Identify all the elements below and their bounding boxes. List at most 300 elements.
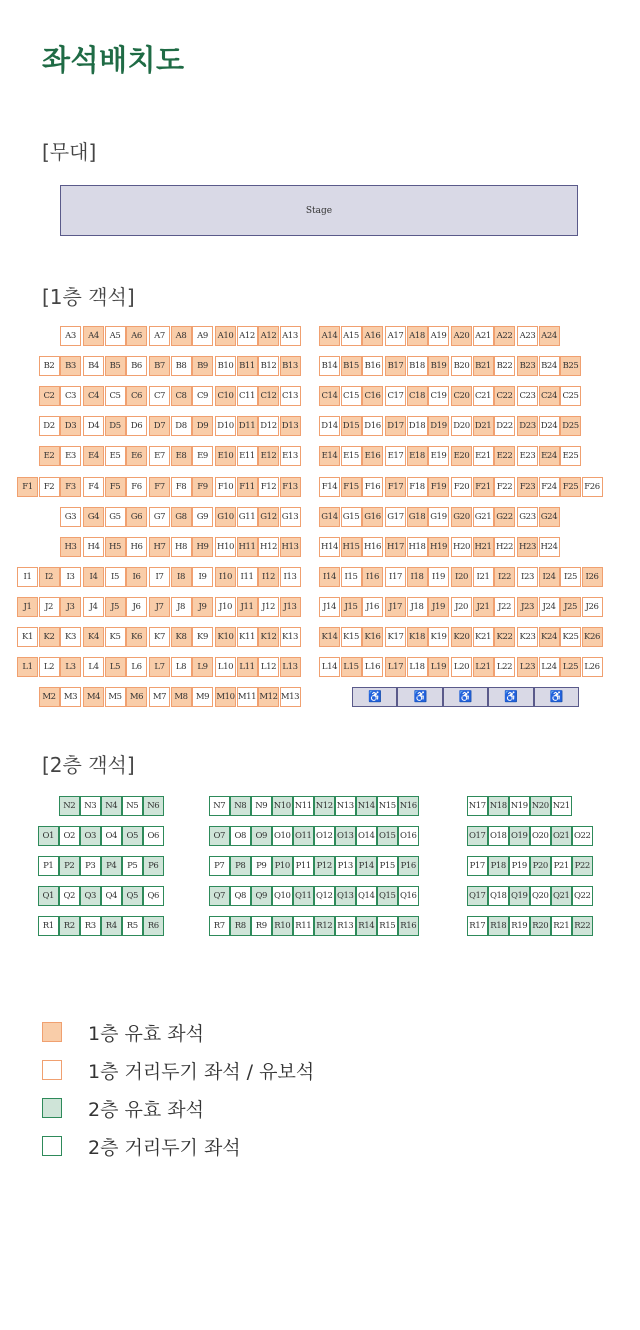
seat[interactable]: R5 <box>122 916 143 936</box>
seat[interactable]: J3 <box>60 597 81 617</box>
seat[interactable]: N2 <box>59 796 80 816</box>
seat[interactable]: L17 <box>385 657 406 677</box>
seat[interactable]: E6 <box>126 446 147 466</box>
seat[interactable]: A9 <box>192 326 213 346</box>
seat[interactable]: N19 <box>509 796 530 816</box>
seat[interactable]: L1 <box>17 657 38 677</box>
seat[interactable]: O2 <box>59 826 80 846</box>
seat[interactable]: F18 <box>407 477 428 497</box>
seat[interactable]: D17 <box>385 416 406 436</box>
seat[interactable]: K22 <box>494 627 515 647</box>
seat[interactable]: P12 <box>314 856 335 876</box>
seat[interactable]: G11 <box>237 507 258 527</box>
seat[interactable]: P5 <box>122 856 143 876</box>
seat[interactable]: H23 <box>517 537 538 557</box>
seat[interactable]: G18 <box>407 507 428 527</box>
seat[interactable]: B24 <box>539 356 560 376</box>
seat[interactable]: H22 <box>494 537 515 557</box>
seat[interactable]: A24 <box>539 326 560 346</box>
seat[interactable]: I10 <box>215 567 236 587</box>
seat[interactable]: I18 <box>407 567 428 587</box>
seat[interactable]: L2 <box>39 657 60 677</box>
seat[interactable]: D12 <box>258 416 279 436</box>
seat[interactable]: G17 <box>385 507 406 527</box>
seat[interactable]: F26 <box>582 477 603 497</box>
seat[interactable]: N21 <box>551 796 572 816</box>
seat[interactable]: B7 <box>149 356 170 376</box>
seat[interactable]: N15 <box>377 796 398 816</box>
seat[interactable]: D19 <box>428 416 449 436</box>
seat[interactable]: C17 <box>385 386 406 406</box>
seat[interactable]: L15 <box>341 657 362 677</box>
seat[interactable]: G21 <box>473 507 494 527</box>
seat[interactable]: E15 <box>341 446 362 466</box>
seat[interactable]: R20 <box>530 916 551 936</box>
seat[interactable]: J17 <box>385 597 406 617</box>
seat[interactable]: J26 <box>582 597 603 617</box>
seat[interactable]: K1 <box>17 627 38 647</box>
seat[interactable]: E4 <box>83 446 104 466</box>
seat[interactable]: Q20 <box>530 886 551 906</box>
seat[interactable]: B17 <box>385 356 406 376</box>
seat[interactable]: P20 <box>530 856 551 876</box>
seat[interactable]: G8 <box>171 507 192 527</box>
seat[interactable]: R18 <box>488 916 509 936</box>
seat[interactable]: J15 <box>341 597 362 617</box>
seat[interactable]: I21 <box>473 567 494 587</box>
seat[interactable]: R19 <box>509 916 530 936</box>
seat[interactable]: A23 <box>517 326 538 346</box>
seat[interactable]: R12 <box>314 916 335 936</box>
seat[interactable]: Q18 <box>488 886 509 906</box>
seat[interactable]: J9 <box>192 597 213 617</box>
seat[interactable]: E5 <box>105 446 126 466</box>
seat[interactable]: K23 <box>517 627 538 647</box>
seat[interactable]: K25 <box>560 627 581 647</box>
seat[interactable]: A13 <box>280 326 301 346</box>
seat[interactable]: M3 <box>60 687 81 707</box>
seat[interactable]: F22 <box>494 477 515 497</box>
seat[interactable]: H16 <box>362 537 383 557</box>
seat[interactable]: K8 <box>171 627 192 647</box>
seat[interactable]: A15 <box>341 326 362 346</box>
seat[interactable]: H11 <box>237 537 258 557</box>
seat[interactable]: F19 <box>428 477 449 497</box>
seat[interactable]: Q15 <box>377 886 398 906</box>
seat[interactable]: G24 <box>539 507 560 527</box>
seat[interactable]: E8 <box>171 446 192 466</box>
seat[interactable]: L16 <box>362 657 383 677</box>
seat[interactable]: H15 <box>341 537 362 557</box>
seat[interactable]: K9 <box>192 627 213 647</box>
seat[interactable]: M4 <box>83 687 104 707</box>
seat[interactable]: B9 <box>192 356 213 376</box>
seat[interactable]: I15 <box>341 567 362 587</box>
seat[interactable]: J24 <box>539 597 560 617</box>
seat[interactable]: B22 <box>494 356 515 376</box>
seat[interactable]: A12 <box>237 326 258 346</box>
seat[interactable]: F17 <box>385 477 406 497</box>
seat[interactable]: R8 <box>230 916 251 936</box>
seat[interactable]: B20 <box>451 356 472 376</box>
seat[interactable]: A7 <box>149 326 170 346</box>
seat[interactable]: R13 <box>335 916 356 936</box>
seat[interactable]: R2 <box>59 916 80 936</box>
seat[interactable]: J11 <box>237 597 258 617</box>
seat[interactable]: K5 <box>105 627 126 647</box>
seat[interactable]: O21 <box>551 826 572 846</box>
seat[interactable]: M13 <box>280 687 301 707</box>
seat[interactable]: E16 <box>362 446 383 466</box>
seat[interactable]: D22 <box>494 416 515 436</box>
seat[interactable]: A17 <box>385 326 406 346</box>
seat[interactable]: C4 <box>83 386 104 406</box>
seat[interactable]: F23 <box>517 477 538 497</box>
seat[interactable]: E22 <box>494 446 515 466</box>
seat[interactable]: D2 <box>39 416 60 436</box>
seat[interactable]: Q12 <box>314 886 335 906</box>
seat[interactable]: G23 <box>517 507 538 527</box>
seat[interactable]: B8 <box>171 356 192 376</box>
seat[interactable]: E19 <box>428 446 449 466</box>
seat[interactable]: D18 <box>407 416 428 436</box>
seat[interactable]: H21 <box>473 537 494 557</box>
seat[interactable]: J8 <box>171 597 192 617</box>
seat[interactable]: F8 <box>171 477 192 497</box>
seat[interactable]: O7 <box>209 826 230 846</box>
seat[interactable]: R9 <box>251 916 272 936</box>
seat[interactable]: K11 <box>237 627 258 647</box>
seat[interactable]: I4 <box>83 567 104 587</box>
seat[interactable]: I25 <box>560 567 581 587</box>
seat[interactable]: N11 <box>293 796 314 816</box>
seat[interactable]: M6 <box>126 687 147 707</box>
seat[interactable]: E7 <box>149 446 170 466</box>
wheelchair-icon[interactable]: ♿ <box>397 687 442 707</box>
seat[interactable]: A8 <box>171 326 192 346</box>
seat[interactable]: K7 <box>149 627 170 647</box>
seat[interactable]: G13 <box>280 507 301 527</box>
seat[interactable]: N5 <box>122 796 143 816</box>
seat[interactable]: A14 <box>319 326 340 346</box>
seat[interactable]: C23 <box>517 386 538 406</box>
seat[interactable]: F6 <box>126 477 147 497</box>
seat[interactable]: F24 <box>539 477 560 497</box>
seat[interactable]: J10 <box>215 597 236 617</box>
seat[interactable]: O4 <box>101 826 122 846</box>
seat[interactable]: E9 <box>192 446 213 466</box>
seat[interactable]: I13 <box>280 567 301 587</box>
seat[interactable]: C10 <box>215 386 236 406</box>
seat[interactable]: L19 <box>428 657 449 677</box>
seat[interactable]: N17 <box>467 796 488 816</box>
seat[interactable]: D8 <box>171 416 192 436</box>
seat[interactable]: E23 <box>517 446 538 466</box>
seat[interactable]: F15 <box>341 477 362 497</box>
seat[interactable]: P9 <box>251 856 272 876</box>
seat[interactable]: O11 <box>293 826 314 846</box>
seat[interactable]: N13 <box>335 796 356 816</box>
seat[interactable]: F3 <box>60 477 81 497</box>
seat[interactable]: J23 <box>517 597 538 617</box>
seat[interactable]: I5 <box>105 567 126 587</box>
seat[interactable]: Q13 <box>335 886 356 906</box>
seat[interactable]: H5 <box>105 537 126 557</box>
seat[interactable]: N18 <box>488 796 509 816</box>
seat[interactable]: J14 <box>319 597 340 617</box>
seat[interactable]: K4 <box>83 627 104 647</box>
seat[interactable]: J18 <box>407 597 428 617</box>
seat[interactable]: C3 <box>60 386 81 406</box>
seat[interactable]: P22 <box>572 856 593 876</box>
seat[interactable]: K26 <box>582 627 603 647</box>
seat[interactable]: L13 <box>280 657 301 677</box>
seat[interactable]: D20 <box>451 416 472 436</box>
seat[interactable]: P8 <box>230 856 251 876</box>
seat[interactable]: E10 <box>215 446 236 466</box>
seat[interactable]: F9 <box>192 477 213 497</box>
seat[interactable]: D7 <box>149 416 170 436</box>
seat[interactable]: O17 <box>467 826 488 846</box>
seat[interactable]: C11 <box>237 386 258 406</box>
seat[interactable]: B5 <box>105 356 126 376</box>
seat[interactable]: Q6 <box>143 886 164 906</box>
seat[interactable]: L10 <box>215 657 236 677</box>
seat[interactable]: D10 <box>215 416 236 436</box>
seat[interactable]: P18 <box>488 856 509 876</box>
seat[interactable]: C22 <box>494 386 515 406</box>
seat[interactable]: D3 <box>60 416 81 436</box>
seat[interactable]: C19 <box>428 386 449 406</box>
seat[interactable]: J1 <box>17 597 38 617</box>
seat[interactable]: H9 <box>192 537 213 557</box>
seat[interactable]: L20 <box>451 657 472 677</box>
seat[interactable]: O16 <box>398 826 419 846</box>
seat[interactable]: C5 <box>105 386 126 406</box>
seat[interactable]: G14 <box>319 507 340 527</box>
seat[interactable]: P7 <box>209 856 230 876</box>
seat[interactable]: O1 <box>38 826 59 846</box>
seat[interactable]: Q9 <box>251 886 272 906</box>
seat[interactable]: F13 <box>280 477 301 497</box>
seat[interactable]: P21 <box>551 856 572 876</box>
seat[interactable]: Q8 <box>230 886 251 906</box>
seat[interactable]: P14 <box>356 856 377 876</box>
seat[interactable]: F1 <box>17 477 38 497</box>
seat[interactable]: H12 <box>258 537 279 557</box>
seat[interactable]: A10 <box>215 326 236 346</box>
seat[interactable]: G4 <box>83 507 104 527</box>
seat[interactable]: R22 <box>572 916 593 936</box>
seat[interactable]: L23 <box>517 657 538 677</box>
seat[interactable]: J16 <box>362 597 383 617</box>
seat[interactable]: O6 <box>143 826 164 846</box>
seat[interactable]: G5 <box>105 507 126 527</box>
seat[interactable]: B4 <box>83 356 104 376</box>
seat[interactable]: O14 <box>356 826 377 846</box>
seat[interactable]: I20 <box>451 567 472 587</box>
seat[interactable]: P10 <box>272 856 293 876</box>
wheelchair-icon[interactable]: ♿ <box>488 687 533 707</box>
seat[interactable]: M5 <box>105 687 126 707</box>
seat[interactable]: R6 <box>143 916 164 936</box>
seat[interactable]: I1 <box>17 567 38 587</box>
seat[interactable]: B18 <box>407 356 428 376</box>
seat[interactable]: L12 <box>258 657 279 677</box>
seat[interactable]: Q4 <box>101 886 122 906</box>
seat[interactable]: M7 <box>149 687 170 707</box>
seat[interactable]: K14 <box>319 627 340 647</box>
seat[interactable]: C21 <box>473 386 494 406</box>
seat[interactable]: O5 <box>122 826 143 846</box>
seat[interactable]: H4 <box>83 537 104 557</box>
seat[interactable]: L9 <box>192 657 213 677</box>
seat[interactable]: Q10 <box>272 886 293 906</box>
seat[interactable]: J22 <box>494 597 515 617</box>
seat[interactable]: G19 <box>428 507 449 527</box>
seat[interactable]: E12 <box>258 446 279 466</box>
seat[interactable]: E3 <box>60 446 81 466</box>
seat[interactable]: Q5 <box>122 886 143 906</box>
seat[interactable]: J6 <box>126 597 147 617</box>
seat[interactable]: L6 <box>126 657 147 677</box>
seat[interactable]: B15 <box>341 356 362 376</box>
seat[interactable]: A19 <box>428 326 449 346</box>
seat[interactable]: O10 <box>272 826 293 846</box>
seat[interactable]: F4 <box>83 477 104 497</box>
seat[interactable]: P13 <box>335 856 356 876</box>
seat[interactable]: K20 <box>451 627 472 647</box>
seat[interactable]: I2 <box>39 567 60 587</box>
seat[interactable]: D11 <box>237 416 258 436</box>
seat[interactable]: H24 <box>539 537 560 557</box>
seat[interactable]: C8 <box>171 386 192 406</box>
seat[interactable]: C18 <box>407 386 428 406</box>
seat[interactable]: Q19 <box>509 886 530 906</box>
seat[interactable]: I14 <box>319 567 340 587</box>
seat[interactable]: N20 <box>530 796 551 816</box>
seat[interactable]: P6 <box>143 856 164 876</box>
wheelchair-icon[interactable]: ♿ <box>443 687 488 707</box>
seat[interactable]: K16 <box>362 627 383 647</box>
seat[interactable]: R7 <box>209 916 230 936</box>
seat[interactable]: Q3 <box>80 886 101 906</box>
seat[interactable]: H6 <box>126 537 147 557</box>
seat[interactable]: B21 <box>473 356 494 376</box>
seat[interactable]: K24 <box>539 627 560 647</box>
seat[interactable]: C24 <box>539 386 560 406</box>
seat[interactable]: N16 <box>398 796 419 816</box>
seat[interactable]: I12 <box>258 567 279 587</box>
seat[interactable]: L25 <box>560 657 581 677</box>
seat[interactable]: E14 <box>319 446 340 466</box>
seat[interactable]: L21 <box>473 657 494 677</box>
seat[interactable]: G3 <box>60 507 81 527</box>
seat[interactable]: K12 <box>258 627 279 647</box>
seat[interactable]: B23 <box>517 356 538 376</box>
seat[interactable]: R3 <box>80 916 101 936</box>
seat[interactable]: J5 <box>105 597 126 617</box>
seat[interactable]: J25 <box>560 597 581 617</box>
seat[interactable]: H7 <box>149 537 170 557</box>
seat[interactable]: H20 <box>451 537 472 557</box>
seat[interactable]: N4 <box>101 796 122 816</box>
seat[interactable]: K19 <box>428 627 449 647</box>
seat[interactable]: Q7 <box>209 886 230 906</box>
seat[interactable]: R17 <box>467 916 488 936</box>
seat[interactable]: K3 <box>60 627 81 647</box>
seat[interactable]: A12 <box>258 326 279 346</box>
seat[interactable]: N10 <box>272 796 293 816</box>
seat[interactable]: G7 <box>149 507 170 527</box>
seat[interactable]: A18 <box>407 326 428 346</box>
seat[interactable]: R1 <box>38 916 59 936</box>
seat[interactable]: N12 <box>314 796 335 816</box>
seat[interactable]: D9 <box>192 416 213 436</box>
seat[interactable]: I26 <box>582 567 603 587</box>
seat[interactable]: P4 <box>101 856 122 876</box>
seat[interactable]: O15 <box>377 826 398 846</box>
seat[interactable]: F10 <box>215 477 236 497</box>
seat[interactable]: E18 <box>407 446 428 466</box>
seat[interactable]: E17 <box>385 446 406 466</box>
seat[interactable]: I19 <box>428 567 449 587</box>
seat[interactable]: D21 <box>473 416 494 436</box>
seat[interactable]: B25 <box>560 356 581 376</box>
seat[interactable]: B10 <box>215 356 236 376</box>
seat[interactable]: M12 <box>258 687 279 707</box>
seat[interactable]: J19 <box>428 597 449 617</box>
seat[interactable]: B6 <box>126 356 147 376</box>
seat[interactable]: F21 <box>473 477 494 497</box>
seat[interactable]: K18 <box>407 627 428 647</box>
seat[interactable]: K2 <box>39 627 60 647</box>
seat[interactable]: D14 <box>319 416 340 436</box>
seat[interactable]: R10 <box>272 916 293 936</box>
seat[interactable]: G12 <box>258 507 279 527</box>
seat[interactable]: B16 <box>362 356 383 376</box>
seat[interactable]: D13 <box>280 416 301 436</box>
wheelchair-icon[interactable]: ♿ <box>534 687 579 707</box>
seat[interactable]: P19 <box>509 856 530 876</box>
seat[interactable]: N9 <box>251 796 272 816</box>
seat[interactable]: L7 <box>149 657 170 677</box>
seat[interactable]: A5 <box>105 326 126 346</box>
seat[interactable]: C12 <box>258 386 279 406</box>
seat[interactable]: C7 <box>149 386 170 406</box>
seat[interactable]: J7 <box>149 597 170 617</box>
seat[interactable]: L8 <box>171 657 192 677</box>
seat[interactable]: R14 <box>356 916 377 936</box>
seat[interactable]: H3 <box>60 537 81 557</box>
seat[interactable]: L18 <box>407 657 428 677</box>
seat[interactable]: F5 <box>105 477 126 497</box>
seat[interactable]: G15 <box>341 507 362 527</box>
seat[interactable]: Q14 <box>356 886 377 906</box>
seat[interactable]: Q1 <box>38 886 59 906</box>
seat[interactable]: I22 <box>494 567 515 587</box>
seat[interactable]: L26 <box>582 657 603 677</box>
seat[interactable]: K13 <box>280 627 301 647</box>
seat[interactable]: L11 <box>237 657 258 677</box>
seat[interactable]: E13 <box>280 446 301 466</box>
seat[interactable]: D15 <box>341 416 362 436</box>
seat[interactable]: J20 <box>451 597 472 617</box>
seat[interactable]: O22 <box>572 826 593 846</box>
seat[interactable]: B11 <box>237 356 258 376</box>
seat[interactable]: A22 <box>494 326 515 346</box>
seat[interactable]: C16 <box>362 386 383 406</box>
